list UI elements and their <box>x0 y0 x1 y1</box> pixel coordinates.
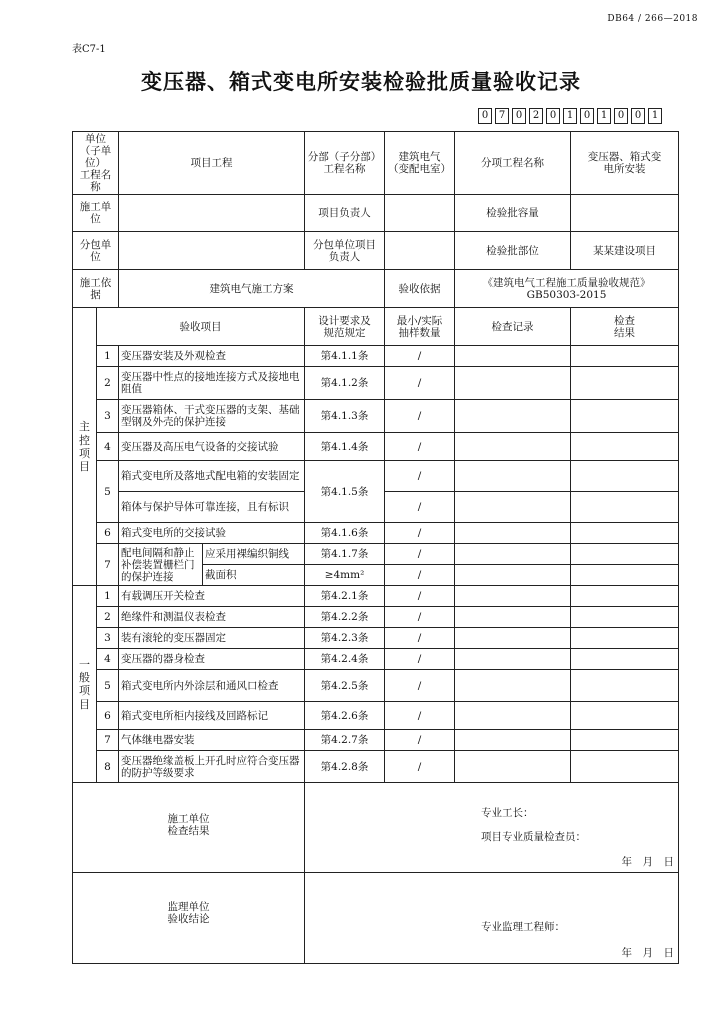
col-sample <box>385 308 455 346</box>
item-result[interactable] <box>571 730 679 751</box>
accept-basis-value[interactable] <box>455 270 679 308</box>
item-sample[interactable]: / <box>385 367 455 400</box>
item-record[interactable] <box>455 670 571 702</box>
table-row <box>73 523 679 544</box>
item-no: 7 <box>97 544 119 586</box>
item-no: 4 <box>97 433 119 461</box>
accept-basis-text: 《建筑电气工程施工质量验收规范》 GB50303-2015 <box>482 276 651 301</box>
division-value[interactable] <box>385 132 455 195</box>
supervisor-result-area[interactable] <box>305 873 679 964</box>
subitem-value[interactable] <box>571 132 679 195</box>
item-record[interactable] <box>455 461 571 492</box>
item-result[interactable] <box>571 461 679 492</box>
item-spec: 第4.1.1条 <box>305 346 385 367</box>
capacity-label: 检验批容量 <box>455 195 571 232</box>
main-items-label-text: 主 控 项 目 <box>79 420 90 473</box>
item-text: 箱式变电所内外涂层和通风口检查 <box>119 670 305 702</box>
supervisor-engineer-label: 专业监理工程师： <box>481 921 565 934</box>
item-result[interactable] <box>571 702 679 730</box>
col-result-text: 检查 结果 <box>614 314 635 339</box>
code-digit: 0 <box>631 108 645 124</box>
col-spec <box>305 308 385 346</box>
location-label: 检验批部位 <box>455 232 571 270</box>
sub-pm-label <box>305 232 385 270</box>
col-result <box>571 308 679 346</box>
item-spec: ≥4mm² <box>305 565 385 586</box>
item-result[interactable] <box>571 492 679 523</box>
item-record[interactable] <box>455 730 571 751</box>
item-sample[interactable]: / <box>385 702 455 730</box>
col-sample-text: 最小/实际 抽样数量 <box>396 314 443 339</box>
item-result[interactable] <box>571 670 679 702</box>
table-row <box>73 702 679 730</box>
table-row <box>73 607 679 628</box>
item-text: 变压器安装及外观检查 <box>119 346 305 367</box>
foreman-label: 专业工长： <box>481 807 534 820</box>
item-result[interactable] <box>571 649 679 670</box>
item-text: 绝缘件和测温仪表检查 <box>119 607 305 628</box>
item-spec: 第4.2.3条 <box>305 628 385 649</box>
code-digit: 1 <box>597 108 611 124</box>
item-text: 变压器绝缘盖板上开孔时应符合变压器的防护等级要求 <box>119 751 305 783</box>
item-text: 气体继电器安装 <box>119 730 305 751</box>
item-sample[interactable]: / <box>385 433 455 461</box>
table-row <box>73 586 679 607</box>
item-no: 3 <box>97 400 119 433</box>
code-digit: 2 <box>529 108 543 124</box>
item-no: 2 <box>97 367 119 400</box>
item-result[interactable] <box>571 346 679 367</box>
item-sample[interactable]: / <box>385 523 455 544</box>
item-result[interactable] <box>571 586 679 607</box>
code-digit: 0 <box>546 108 560 124</box>
item-text: 配电间隔和静止补偿装置栅栏门的保护连接 <box>119 544 203 586</box>
item-text: 箱体与保护导体可靠连接，且有标识 <box>119 492 305 523</box>
code-digit: 0 <box>580 108 594 124</box>
table-row <box>73 433 679 461</box>
general-items-label <box>73 586 97 783</box>
sub-pm-label-text: 分包单位项目 负责人 <box>313 238 376 263</box>
item-no: 8 <box>97 751 119 783</box>
qc-inspector-label: 项目专业质量检查员： <box>481 831 586 844</box>
item-subtext: 应采用裸编织铜线 <box>203 544 305 565</box>
table-row <box>73 649 679 670</box>
division-label-text: 分部（子分部） 工程名称 <box>307 151 382 176</box>
item-result[interactable] <box>571 751 679 783</box>
item-record[interactable] <box>455 346 571 367</box>
item-record[interactable] <box>455 544 571 565</box>
table-row <box>73 670 679 702</box>
item-no: 7 <box>97 730 119 751</box>
item-record[interactable] <box>455 607 571 628</box>
page-title: 变压器、箱式变电所安装检验批质量验收记录 <box>141 70 581 94</box>
item-record[interactable] <box>455 433 571 461</box>
item-spec: 第4.2.4条 <box>305 649 385 670</box>
date-1: 年 月 日 <box>621 856 674 869</box>
item-result[interactable] <box>571 544 679 565</box>
item-sample[interactable]: / <box>385 461 455 492</box>
table-row <box>73 751 679 783</box>
item-sample[interactable]: / <box>385 544 455 565</box>
unit-label-text: 单位（子单位） 工程名称 <box>79 133 112 194</box>
code-digit: 0 <box>614 108 628 124</box>
item-sample[interactable]: / <box>385 607 455 628</box>
item-no: 3 <box>97 628 119 649</box>
table-row <box>73 544 679 565</box>
item-spec: 第4.2.2条 <box>305 607 385 628</box>
item-result[interactable] <box>571 628 679 649</box>
item-text: 变压器箱体、干式变压器的支架、基础型钢及外壳的保护连接 <box>119 400 305 433</box>
item-result[interactable] <box>571 607 679 628</box>
contractor-label: 施工单位 <box>73 195 119 232</box>
item-spec: 第4.2.1条 <box>305 586 385 607</box>
item-result[interactable] <box>571 565 679 586</box>
item-record[interactable] <box>455 565 571 586</box>
form-number: 表C7-1 <box>72 44 106 55</box>
supervisor-result-label <box>73 873 305 964</box>
item-no: 5 <box>97 670 119 702</box>
item-text: 有载调压开关检查 <box>119 586 305 607</box>
batch-code <box>478 108 665 124</box>
code-digit: 1 <box>648 108 662 124</box>
item-record[interactable] <box>455 367 571 400</box>
pm-value[interactable] <box>385 195 455 232</box>
item-spec: 第4.2.8条 <box>305 751 385 783</box>
code-digit: 0 <box>478 108 492 124</box>
contractor-value[interactable] <box>119 195 305 232</box>
item-record[interactable] <box>455 523 571 544</box>
item-sample[interactable]: / <box>385 586 455 607</box>
item-record[interactable] <box>455 586 571 607</box>
item-sample[interactable]: / <box>385 492 455 523</box>
item-record[interactable] <box>455 702 571 730</box>
subitem-value-text: 变压器、箱式变 电所安装 <box>587 151 662 176</box>
col-spec-text: 设计要求及 规范规定 <box>318 314 371 339</box>
item-result[interactable] <box>571 433 679 461</box>
item-result[interactable] <box>571 400 679 433</box>
contractor-result-label <box>73 783 305 873</box>
item-sample[interactable]: / <box>385 400 455 433</box>
item-no: 4 <box>97 649 119 670</box>
inspection-table <box>72 131 679 964</box>
table-row <box>73 730 679 751</box>
item-spec: 第4.1.3条 <box>305 400 385 433</box>
item-no: 6 <box>97 523 119 544</box>
item-no: 6 <box>97 702 119 730</box>
item-sample[interactable]: / <box>385 670 455 702</box>
item-no: 2 <box>97 607 119 628</box>
division-label <box>305 132 385 195</box>
item-text: 变压器的器身检查 <box>119 649 305 670</box>
unit-label <box>73 132 119 195</box>
item-result[interactable] <box>571 367 679 400</box>
location-value[interactable]: 某某建设项目 <box>571 232 679 270</box>
sub-value[interactable] <box>119 232 305 270</box>
item-spec: 第4.1.4条 <box>305 433 385 461</box>
item-result[interactable] <box>571 523 679 544</box>
accept-basis-label: 验收依据 <box>385 270 455 308</box>
division-value-text: 建筑电气 （变配电室） <box>388 151 451 176</box>
contractor-result-area[interactable] <box>305 783 679 873</box>
code-digit: 7 <box>495 108 509 124</box>
item-text: 变压器中性点的接地连接方式及接地电阻值 <box>119 367 305 400</box>
item-text: 箱式变电所的交接试验 <box>119 523 305 544</box>
item-sample[interactable]: / <box>385 730 455 751</box>
item-record[interactable] <box>455 628 571 649</box>
table-row <box>73 400 679 433</box>
item-spec: 第4.2.6条 <box>305 702 385 730</box>
item-no: 1 <box>97 346 119 367</box>
standard-number: DB64 / 266—2018 <box>607 14 698 24</box>
item-subtext: 截面积 <box>203 565 305 586</box>
unit-value[interactable]: 项目工程 <box>119 132 305 195</box>
item-sample[interactable]: / <box>385 628 455 649</box>
item-text: 箱式变电所及落地式配电箱的安装固定 <box>119 461 305 492</box>
subitem-label: 分项工程名称 <box>455 132 571 195</box>
item-text: 装有滚轮的变压器固定 <box>119 628 305 649</box>
table-row <box>73 346 679 367</box>
basis-label: 施工依据 <box>73 270 119 308</box>
item-text: 变压器及高压电气设备的交接试验 <box>119 433 305 461</box>
capacity-value[interactable] <box>571 195 679 232</box>
item-sample[interactable]: / <box>385 751 455 783</box>
item-spec: 第4.2.5条 <box>305 670 385 702</box>
item-text: 箱式变电所柜内接线及回路标记 <box>119 702 305 730</box>
item-record[interactable] <box>455 400 571 433</box>
item-spec: 第4.1.5条 <box>305 461 385 523</box>
main-items-label <box>73 308 97 586</box>
table-row <box>73 628 679 649</box>
item-no: 5 <box>97 461 119 523</box>
supervisor-result-text: 监理单位 验收结论 <box>167 901 210 926</box>
item-spec: 第4.1.7条 <box>305 544 385 565</box>
item-record[interactable] <box>455 492 571 523</box>
date-2: 年 月 日 <box>621 947 674 960</box>
item-sample[interactable]: / <box>385 649 455 670</box>
code-digit: 1 <box>563 108 577 124</box>
sub-label: 分包单位 <box>73 232 119 270</box>
contractor-result-text: 施工单位 检查结果 <box>167 813 210 838</box>
item-sample[interactable]: / <box>385 346 455 367</box>
item-spec: 第4.1.2条 <box>305 367 385 400</box>
code-digit: 0 <box>512 108 526 124</box>
item-sample[interactable]: / <box>385 565 455 586</box>
item-spec: 第4.1.6条 <box>305 523 385 544</box>
pm-label: 项目负责人 <box>305 195 385 232</box>
item-no: 1 <box>97 586 119 607</box>
col-item: 验收项目 <box>97 308 305 346</box>
item-record[interactable] <box>455 751 571 783</box>
table-row <box>73 367 679 400</box>
basis-value[interactable]: 建筑电气施工方案 <box>119 270 385 308</box>
item-record[interactable] <box>455 649 571 670</box>
sub-pm-value[interactable] <box>385 232 455 270</box>
item-spec: 第4.2.7条 <box>305 730 385 751</box>
general-items-label-text: 一 般 项 目 <box>79 657 90 711</box>
table-row <box>73 461 679 492</box>
col-record: 检查记录 <box>455 308 571 346</box>
